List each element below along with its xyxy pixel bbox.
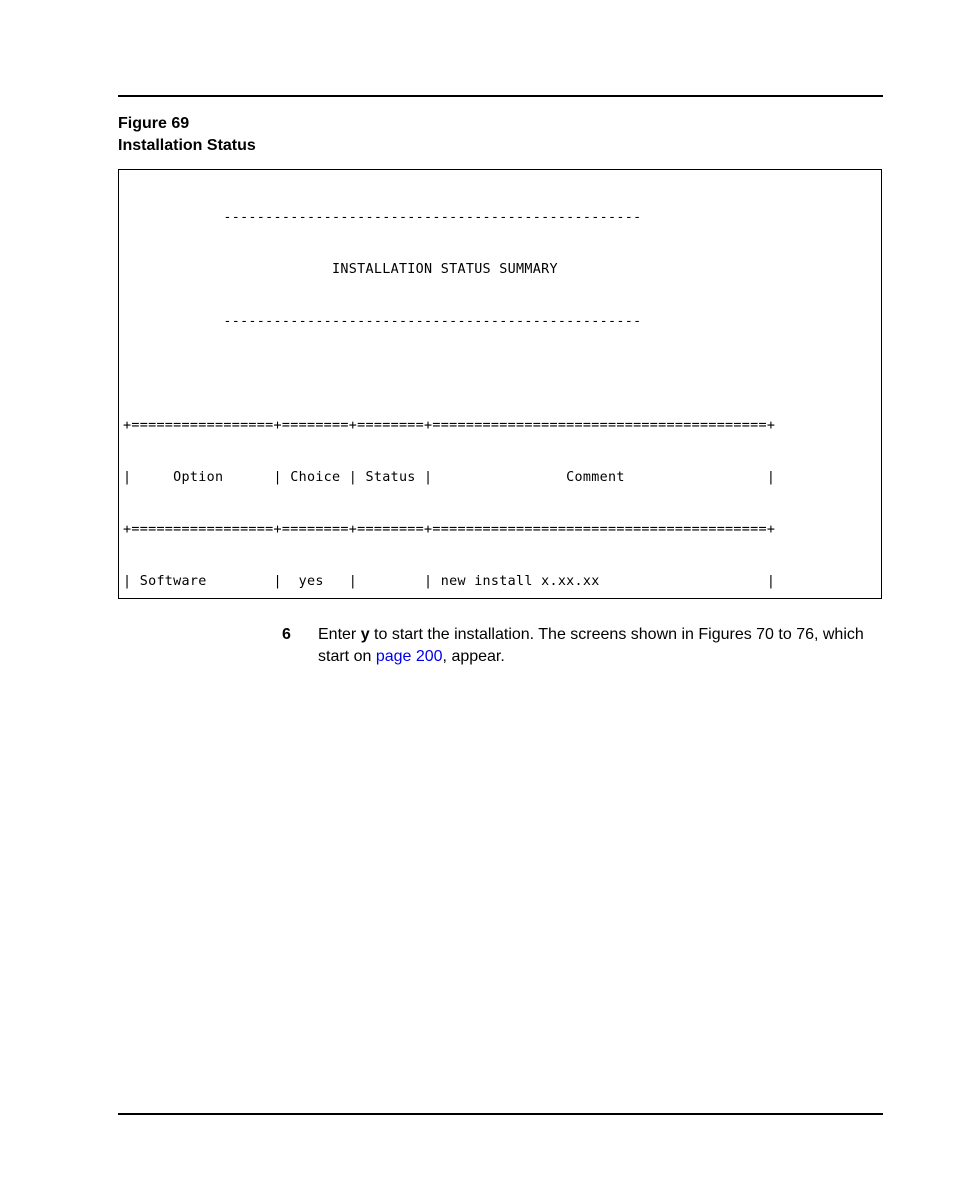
step-text-part: to start the installation. The screens shown in Figures 70 to 76, which start on <box>318 626 864 665</box>
step-text <box>318 624 888 668</box>
table-border: +=================+========+========+========================================+ <box>123 521 776 537</box>
terminal-text <box>123 174 775 599</box>
figure-title: Installation Status <box>118 137 256 154</box>
figure-caption <box>118 113 256 157</box>
terminal-line: -------------------------------------------------- <box>123 313 642 329</box>
page-link[interactable]: page 200 <box>375 648 443 665</box>
terminal-line <box>123 365 775 382</box>
terminal-screen <box>118 169 882 599</box>
table-row: | Software | yes | | new install x.xx.xx | <box>123 573 776 589</box>
table-header-row: | Option | Choice | Status | Comment | <box>123 469 776 485</box>
header-rule <box>118 95 883 97</box>
step-number: 6 <box>282 626 291 643</box>
table-border: +=================+========+========+========================================+ <box>123 417 776 433</box>
footer-rule <box>118 1113 883 1115</box>
step-text-part: , appear. <box>442 648 505 665</box>
step-text-part: Enter <box>318 626 361 643</box>
step-key: y <box>360 626 370 643</box>
figure-number: Figure 69 <box>118 115 190 132</box>
terminal-title: INSTALLATION STATUS SUMMARY <box>123 261 558 277</box>
terminal-line: -------------------------------------------------- <box>123 209 642 225</box>
